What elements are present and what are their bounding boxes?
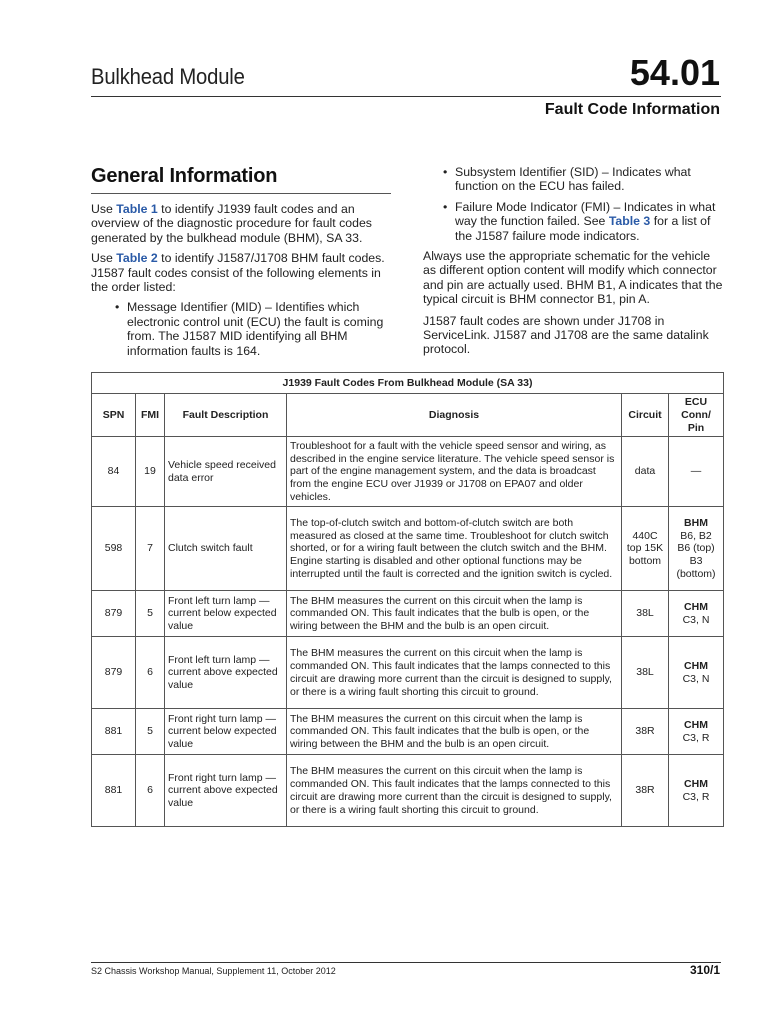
cell-spn: 879 bbox=[92, 591, 136, 637]
cell-spn: 598 bbox=[92, 507, 136, 591]
cell-spn: 879 bbox=[92, 637, 136, 709]
cell-diagnosis: The BHM measures the current on this circuit when the lamp is commanded ON. This fault indicates that the bulb is open, or the wiring between the BHM and the bulb is an open circuit. bbox=[287, 591, 622, 637]
cell-fmi: 6 bbox=[136, 637, 165, 709]
cell-diagnosis: The BHM measures the current on this circuit when the lamp is commanded ON. This fault indicates that the lamps connected to this circuit are drawing more current than the circuit is designed to supply, or there is a wiring fault shorting this circuit to ground. bbox=[287, 755, 622, 827]
intro-paragraph-table1 bbox=[91, 202, 391, 245]
header-fault-description: Fault Description bbox=[165, 394, 287, 437]
table-row bbox=[92, 637, 724, 709]
cell-description: Front right turn lamp — current below expected value bbox=[165, 709, 287, 755]
para2-pre: Use bbox=[91, 251, 117, 266]
schematic-paragraph: Always use the appropriate schematic for the vehicle as different option content will modify which connector and pin are actually used. BHM B1, A indicates that the typical circuit is BHM connector B1, pin A. bbox=[423, 249, 723, 307]
cell-description: Front left turn lamp — current above expected value bbox=[165, 637, 287, 709]
cell-circuit: 38L bbox=[622, 637, 669, 709]
cell-spn: 84 bbox=[92, 437, 136, 507]
cell-fmi: 6 bbox=[136, 755, 165, 827]
cell-diagnosis: The BHM measures the current on this circuit when the lamp is commanded ON. This fault indicates that the bulb is open, or the wiring between the BHM and the bulb is an open circuit. bbox=[287, 709, 622, 755]
ecu-pins: C3, R bbox=[682, 790, 710, 803]
ecu-pins: C3, R bbox=[682, 731, 710, 744]
ecu-pins: B6, B2 B6 (top) B3 (bottom) bbox=[676, 529, 716, 581]
header-circuit: Circuit bbox=[622, 394, 669, 437]
cell-description: Front left turn lamp — current below expected value bbox=[165, 591, 287, 637]
table-row bbox=[92, 507, 724, 591]
para2-post: to identify J1587/J1708 BHM fault codes. J1587 fault codes consist of the following elements in the order listed: bbox=[91, 251, 385, 295]
right-column bbox=[423, 165, 723, 364]
table-caption: J1939 Fault Codes From Bulkhead Module (SA 33) bbox=[92, 373, 724, 394]
ecu-pins: C3, N bbox=[682, 672, 710, 685]
ecu-module: CHM bbox=[684, 719, 708, 732]
ecu-pins: — bbox=[690, 465, 702, 478]
servicelink-paragraph: J1587 fault codes are shown under J1708 in ServiceLink. J1587 and J1708 are the same datalink protocol. bbox=[423, 313, 709, 357]
footer-divider bbox=[91, 962, 721, 963]
cell-ecu bbox=[669, 709, 724, 755]
ecu-pins: C3, N bbox=[682, 613, 710, 626]
table1-link[interactable]: Table 1 bbox=[116, 202, 158, 216]
table3-link[interactable]: Table 3 bbox=[608, 214, 651, 229]
cell-fmi: 7 bbox=[136, 507, 165, 591]
cell-description: Clutch switch fault bbox=[165, 507, 287, 591]
list-item-mid: • Message Identifier (MID) – Identifies which electronic control unit (ECU) the fault is coming from. The J1587 MID identifying all BHM information faults is 164. bbox=[115, 300, 391, 358]
list-item-sid: • Subsystem Identifier (SID) – Indicates what function on the ECU has failed. bbox=[443, 165, 723, 194]
cell-description: Vehicle speed received data error bbox=[165, 437, 287, 507]
cell-ecu bbox=[669, 437, 724, 507]
j1587-elements-list-continued bbox=[443, 165, 723, 243]
fault-codes-table bbox=[91, 372, 724, 827]
ecu-module: CHM bbox=[684, 660, 708, 673]
cell-circuit: 38R bbox=[622, 755, 669, 827]
cell-circuit: 38R bbox=[622, 709, 669, 755]
section-subtitle: Fault Code Information bbox=[544, 101, 720, 118]
table-row bbox=[92, 437, 724, 507]
page-number: 310/1 bbox=[689, 963, 720, 977]
table-row bbox=[92, 591, 724, 637]
cell-circuit: 38L bbox=[622, 591, 669, 637]
section-heading: General Information bbox=[91, 165, 391, 194]
fmi-post: for a list of the J1587 failure mode indicators. bbox=[455, 214, 711, 243]
para1-pre: Use bbox=[91, 202, 117, 216]
cell-fmi: 19 bbox=[136, 437, 165, 507]
fmi-pre: Failure Mode Indicator (FMI) – Indicates in what way the function failed. See bbox=[455, 199, 716, 229]
cell-circuit: data bbox=[622, 437, 669, 507]
header-spn: SPN bbox=[92, 394, 136, 437]
ecu-module: BHM bbox=[684, 516, 708, 529]
para1-post: to identify J1939 fault codes and an overview of the diagnostic procedure for fault codes generated by the bulkhead module (BHM), SA 33. bbox=[91, 202, 372, 245]
intro-paragraph-table2 bbox=[91, 251, 391, 294]
table-row bbox=[92, 755, 724, 827]
ecu-module: CHM bbox=[684, 778, 708, 791]
cell-fmi: 5 bbox=[136, 709, 165, 755]
header-divider bbox=[91, 96, 721, 97]
header-diagnosis: Diagnosis bbox=[287, 394, 622, 437]
section-number: 54.01 bbox=[629, 52, 720, 93]
cell-ecu bbox=[669, 507, 724, 591]
cell-circuit: 440C top 15K bottom bbox=[622, 507, 669, 591]
header-ecu-conn-pin: ECU Conn/ Pin bbox=[669, 394, 724, 437]
cell-spn: 881 bbox=[92, 709, 136, 755]
cell-diagnosis: Troubleshoot for a fault with the vehicle speed sensor and wiring, as described in the engine service literature. The vehicle speed sensor is part of the engine management system, and the data is broadcast from the engine ECU over J1939 or J1708 on EPA07 and older vehicles. bbox=[287, 437, 622, 507]
cell-diagnosis: The top-of-clutch switch and bottom-of-clutch switch are both measured as closed at the same time. Troubleshoot for clutch switch shorted, or for a wiring fault between the clutch switch and the BHM. Engine starting is disabled and other optional functions may be interrupted until the fault is corrected and the ignition switch is cycled. bbox=[287, 507, 622, 591]
document-title: Bulkhead Module bbox=[91, 64, 245, 89]
table2-link[interactable]: Table 2 bbox=[116, 251, 158, 266]
footer-publication: S2 Chassis Workshop Manual, Supplement 11, October 2012 bbox=[91, 966, 336, 976]
cell-ecu bbox=[669, 637, 724, 709]
list-item-fmi bbox=[443, 200, 723, 243]
cell-description: Front right turn lamp — current above expected value bbox=[165, 755, 287, 827]
cell-diagnosis: The BHM measures the current on this circuit when the lamp is commanded ON. This fault indicates that the lamps connected to this circuit are drawing more current than the circuit is designed to supply, or there is a wiring fault shorting this circuit to ground. bbox=[287, 637, 622, 709]
header-fmi: FMI bbox=[136, 394, 165, 437]
left-column bbox=[91, 165, 391, 364]
ecu-module: CHM bbox=[684, 601, 708, 614]
cell-ecu bbox=[669, 591, 724, 637]
cell-fmi: 5 bbox=[136, 591, 165, 637]
table-row bbox=[92, 709, 724, 755]
j1587-elements-list bbox=[115, 300, 391, 358]
cell-ecu bbox=[669, 755, 724, 827]
cell-spn: 881 bbox=[92, 755, 136, 827]
